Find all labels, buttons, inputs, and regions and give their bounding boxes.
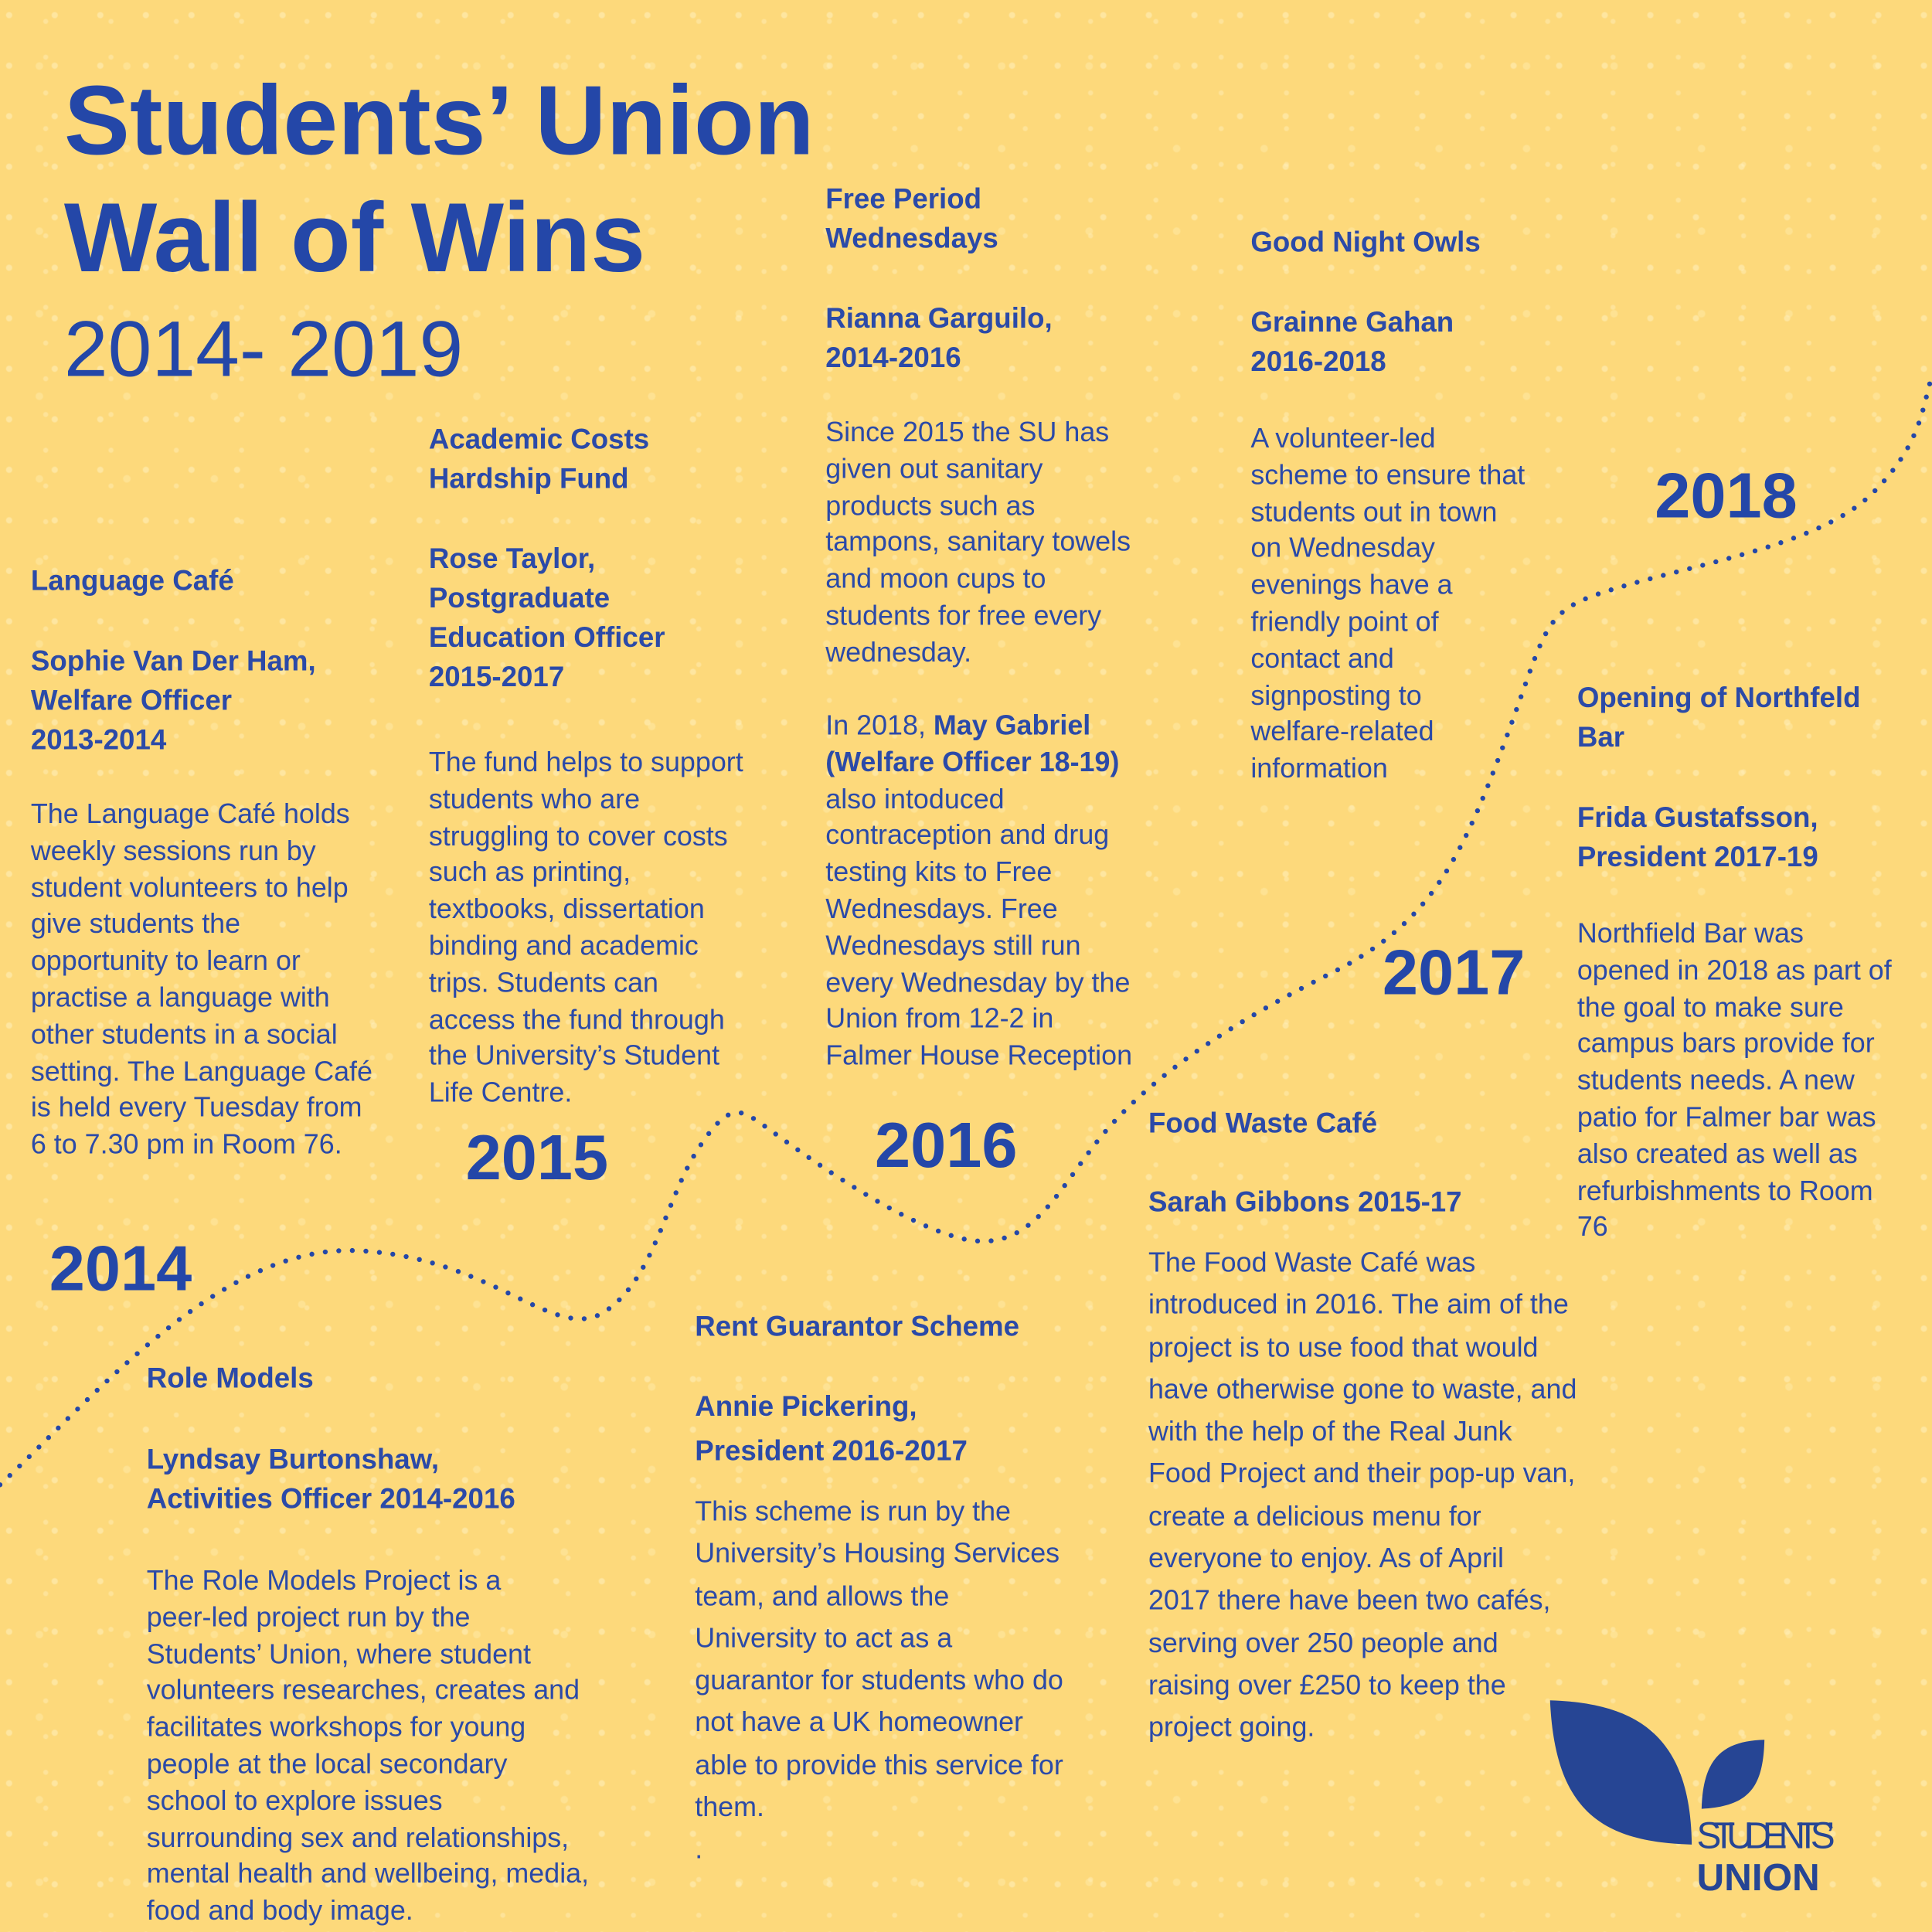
entry-person-academic-costs: Rose Taylor, Postgraduate Education Officer 2015-2017: [428, 542, 665, 693]
entry-title-good-night-owls: Good Night Owls: [1250, 225, 1481, 258]
entry-body-rent-guarantor: This scheme is run by the University’s Housing Services team, and allows the University to act as a guarantor for students who do not have a UK homeowner able to provide this service for them. .: [695, 1495, 1063, 1865]
entry-body-academic-costs: The fund helps to support students who are struggling to cover costs such as printing, textbooks, dissertation binding and academic trips. Students can access the fund through the University’s Student Life Centre.: [428, 747, 743, 1108]
entry-person-rent-guarantor: Annie Pickering, President 2016-2017: [695, 1389, 968, 1467]
page-title-line1: Students’ Union: [63, 65, 815, 175]
page-subtitle-years: 2014- 2019: [63, 304, 464, 393]
small-leaf-icon: [1702, 1740, 1764, 1808]
entry-title-language-cafe: Language Café: [30, 564, 234, 597]
entry-title-food-waste-cafe: Food Waste Café: [1148, 1106, 1378, 1139]
entry-body-food-waste-cafe: The Food Waste Café was introduced in 2016. The aim of the project is to use food that would have otherwise gone to waste, and with the help of the Real Junk Food Project and their pop-up van, create a delicious menu for everyone to enjoy. As of April 2017 there have been two cafés, serving over 250 people and raising over £250 to keep the project going.: [1148, 1247, 1577, 1743]
entry-person-food-waste-cafe: Sarah Gibbons 2015-17: [1148, 1185, 1462, 1218]
year-label-2016: 2016: [875, 1110, 1018, 1182]
body2-officer-name: May Gabriel (Welfare Officer 18-19): [825, 709, 1120, 777]
entry-body-northfeld-bar: Northfield Bar was opened in 2018 as part of the goal to make sure campus bars provide for students needs. A new patio for Falmer bar was also created as well as refurbishments to Room 76: [1577, 917, 1892, 1243]
entry-title-role-models: Role Models: [146, 1361, 314, 1394]
entry-title-rent-guarantor: Rent Guarantor Scheme: [695, 1309, 1020, 1342]
body2-intro: In 2018,: [825, 709, 934, 741]
entry-body-language-cafe: The Language Café holds weekly sessions run by student volunteers to help give students the opportunity to learn or practise a language with other students in a social setting. The Language Café is held every Tuesday from 6 to 7.30 pm in Room 76.: [30, 798, 372, 1160]
year-label-2017: 2017: [1382, 937, 1526, 1009]
year-label-2014: 2014: [49, 1233, 192, 1305]
entry-person-role-models: Lyndsay Burtonshaw, Activities Officer 2014-2016: [146, 1443, 515, 1515]
entry-title-northfeld-bar: Opening of Northfeld Bar: [1577, 681, 1861, 753]
entry-body-free-period: Since 2015 the SU has given out sanitary products such as tampons, sanitary towels and moon cups to students for free every wednesday.: [825, 416, 1131, 668]
entry-person-free-period: Rianna Garguilo, 2014-2016: [825, 301, 1053, 374]
students-union-logo: [1550, 1700, 1835, 1899]
entry-title-free-period: Free Period Wednesdays: [825, 182, 998, 254]
entry-body2-free-period: [825, 707, 1132, 1074]
body2-rest: also intoduced contraception and drug testing kits to Free Wednesdays. Free Wednesdays still run every Wednesday by the Union from 12-2 in Falmer House Reception: [825, 783, 1133, 1071]
entry-person-northfeld-bar: Frida Gustafsson, President 2017-19: [1577, 801, 1818, 872]
logo-text-students: STUDENTS’: [1696, 1815, 1835, 1857]
year-label-2018: 2018: [1655, 461, 1798, 532]
entry-person-good-night-owls: Grainne Gahan 2016-2018: [1250, 305, 1454, 377]
page-title-line2: Wall of Wins: [63, 182, 646, 292]
entry-body-role-models: The Role Models Project is a peer-led project run by the Students’ Union, where student volunteers researches, creates and facilitates workshops for young people at the local secondary school to explore issues surrounding sex and relationships, mental health and wellbeing, media, food and body image.: [146, 1564, 590, 1927]
entry-title-academic-costs: Academic Costs Hardship Fund: [428, 422, 650, 495]
year-label-2015: 2015: [465, 1122, 609, 1194]
entry-body-good-night-owls: A volunteer-led scheme to ensure that students out in town on Wednesday evenings have a friendly point of contact and signposting to welfare-related information: [1250, 422, 1526, 784]
logo-text-union: UNION: [1696, 1855, 1820, 1899]
entry-person-language-cafe: Sophie Van Der Ham, Welfare Officer 2013-2014: [30, 644, 316, 756]
